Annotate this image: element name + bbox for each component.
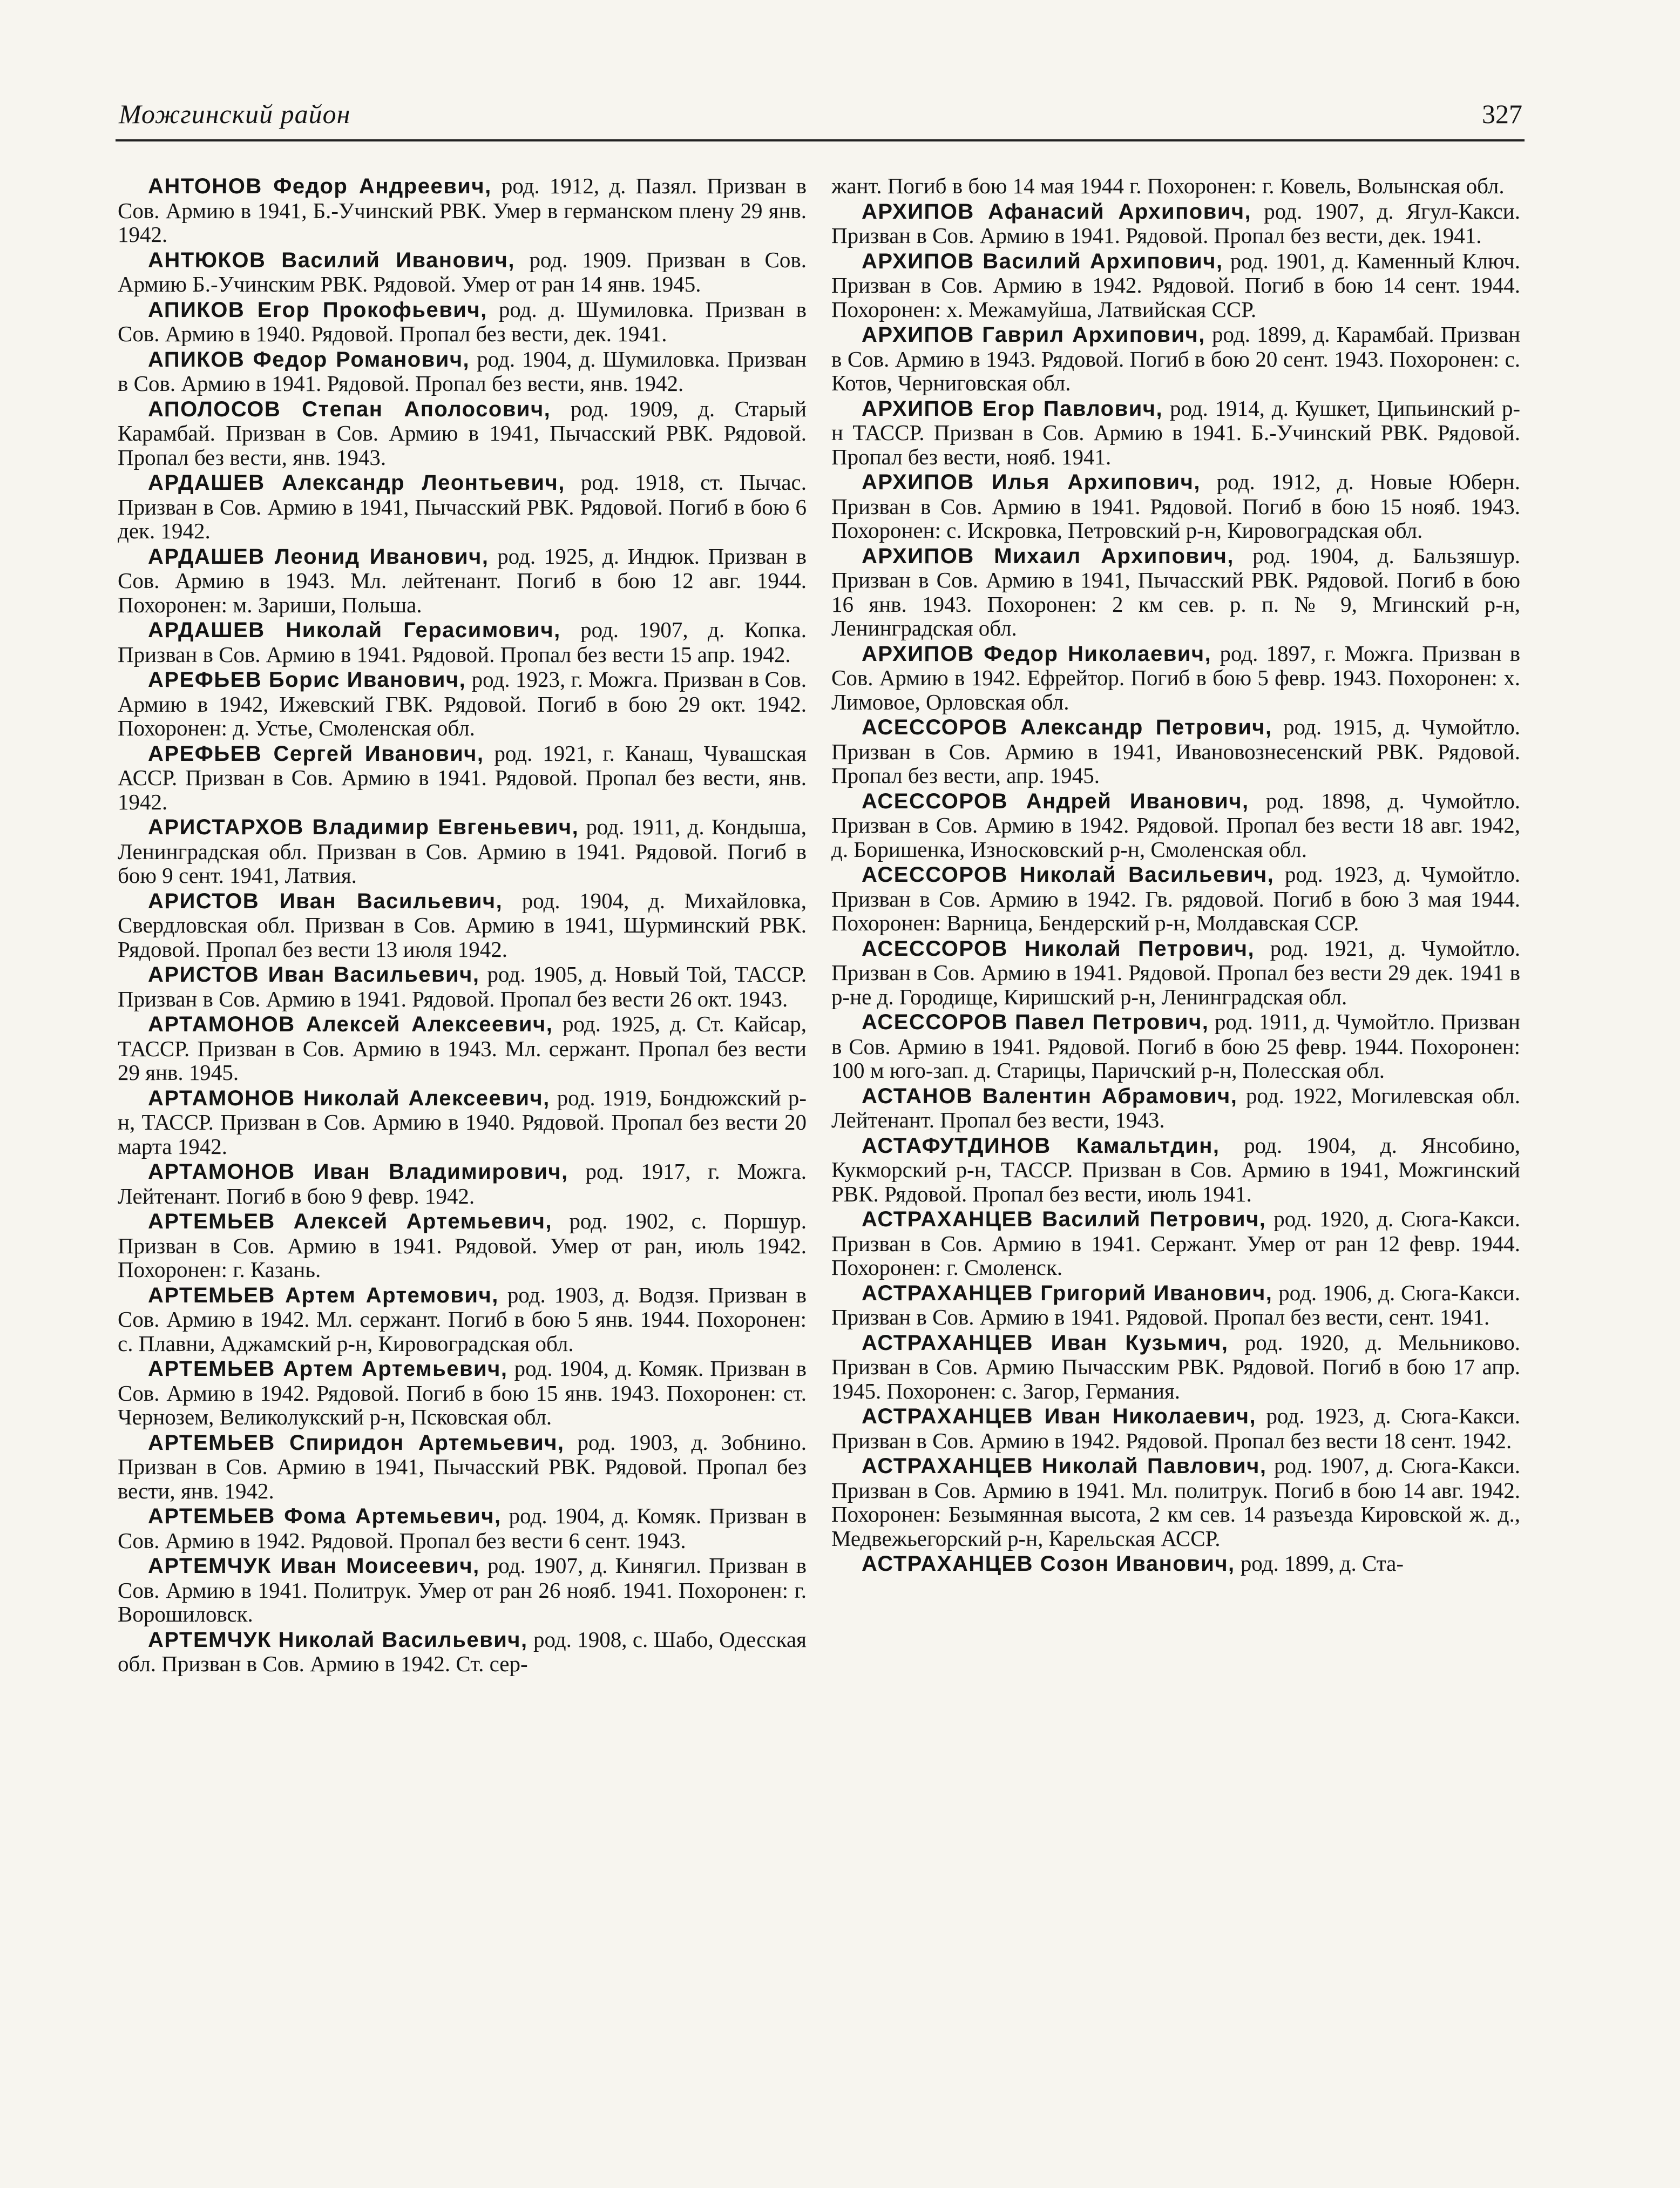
- entry-text: род. 1925, д. Ст. Кайсар, ТАССР. Призван в Сов. Армию в 1943. Мл. сержант. Пропал без вести 29 янв. 1945.: [118, 1011, 807, 1085]
- entry-name: АСТРАХАНЦЕВ Иван Кузьмич,: [862, 1331, 1229, 1355]
- entry-text: род. 1911, д. Кондыша, Ленинградская обл. Призван в Сов. Армию в 1941. Рядовой. Погиб в бою 9 сент. 1941, Латвия.: [118, 814, 807, 888]
- entry-name: АРТЕМЧУК Иван Моисеевич,: [148, 1554, 480, 1578]
- entry: [118, 741, 807, 814]
- entry-name: АПИКОВ Федор Романович,: [148, 347, 470, 372]
- entry: [831, 544, 1520, 640]
- entry-text: род. 1906, д. Сюга-Какси. Призван в Сов. Армию в 1941. Рядовой. Пропал без вести, сент. 1941.: [831, 1280, 1520, 1329]
- entry: [831, 1404, 1520, 1453]
- entry: [118, 815, 807, 888]
- entry-name: АРТАМОНОВ Иван Владимирович,: [148, 1160, 568, 1184]
- entry-name: АСТАНОВ Валентин Абрамович,: [862, 1084, 1238, 1108]
- entry-name: АСЕССОРОВ Павел Петрович,: [862, 1010, 1209, 1034]
- entry: [831, 1133, 1520, 1206]
- entry: [831, 1084, 1520, 1132]
- entry-text: род. 1914, д. Кушкет, Ципьинский р-н ТАССР. Призван в Сов. Армию в 1941. Б.-Учинский РВК. Рядовой. Пропал без вести, нояб. 1941.: [831, 395, 1520, 469]
- entry-name: АПОЛОСОВ Степан Аполосович,: [148, 397, 551, 421]
- page-number: 327: [1482, 99, 1522, 129]
- entry: [831, 249, 1520, 322]
- entry: [118, 347, 807, 396]
- entry-text: род. 1903, д. Зобнино. Призван в Сов. Армию в 1941, Пычасский РВК. Рядовой. Пропал без вести, янв. 1942.: [118, 1429, 807, 1503]
- entry-name: АРХИПОВ Илья Архипович,: [862, 470, 1201, 494]
- entry-name: АСТРАХАНЦЕВ Григорий Иванович,: [862, 1281, 1273, 1305]
- entry-name: АСЕССОРОВ Андрей Иванович,: [862, 789, 1249, 813]
- entry: [118, 1628, 807, 1676]
- entry-text: род. 1915, д. Чумойтло. Призван в Сов. Армию в 1941, Ивановознесенский РВК. Рядовой. Пропал без вести, апр. 1945.: [831, 714, 1521, 788]
- entry: [831, 789, 1520, 862]
- entry-name: АПИКОВ Егор Прокофьевич,: [148, 298, 487, 322]
- entry-name: АРТАМОНОВ Алексей Алексеевич,: [148, 1012, 553, 1036]
- entry-name: АСТРАХАНЦЕВ Иван Николаевич,: [862, 1404, 1257, 1428]
- entry: [831, 1010, 1520, 1083]
- entry-name: АРТЕМЬЕВ Артем Артемович,: [148, 1283, 499, 1307]
- entry-text: род. 1904, д. Комяк. Призван в Сов. Армию в 1942. Рядовой. Погиб в бою 15 янв. 1943. Похоронен: ст. Чернозем, Великолукский р-н, Псковская обл.: [118, 1356, 807, 1429]
- entry-text: род. 1909. Призван в Сов. Армию Б.-Учинским РВК. Рядовой. Умер от ран 14 янв. 1945.: [118, 247, 807, 296]
- entry-text: род. 1919, Бондюжский р-н, ТАССР. Призван в Сов. Армию в 1940. Рядовой. Пропал без вести 20 марта 1942.: [118, 1085, 807, 1159]
- entry: [118, 1012, 807, 1085]
- entry-name: АСЕССОРОВ Николай Петрович,: [862, 936, 1255, 961]
- entry-name: АРХИПОВ Гаврил Архипович,: [862, 323, 1205, 347]
- entry-text: род. 1907, д. Копка. Призван в Сов. Армию в 1941. Рядовой. Пропал без вести 15 апр. 1942.: [118, 617, 807, 667]
- entry-text: род. 1904, д. Комяк. Призван в Сов. Армию в 1942. Рядовой. Пропал без вести 6 сент. 1943.: [118, 1503, 807, 1553]
- entry-name: АРХИПОВ Федор Николаевич,: [862, 641, 1212, 666]
- entry-name: АРТЕМЬЕВ Фома Артемьевич,: [148, 1504, 502, 1528]
- entry: [118, 544, 807, 617]
- entry: [118, 1504, 807, 1552]
- entry: [118, 174, 807, 247]
- entry: [831, 715, 1520, 788]
- entry-text: род. 1921, д. Чумойтло. Призван в Сов. Армию в 1941. Рядовой. Пропал без вести 29 дек. 1941 в р-не д. Городище, Киришский р-н, Ленинградская обл.: [831, 935, 1521, 1009]
- region-title: Можгинский район: [119, 99, 351, 129]
- entry: [118, 889, 807, 962]
- entry-text: род. 1907, д. Кинягил. Призван в Сов. Армию в 1941. Политрук. Умер от ран 26 нояб. 1941. Похоронен: г. Ворошиловск.: [118, 1553, 807, 1626]
- entry: [118, 1430, 807, 1503]
- entry-name: АРТЕМЬЕВ Спиридон Артемьевич,: [148, 1430, 565, 1455]
- entry-name: АНТОНОВ Федор Андреевич,: [148, 174, 492, 198]
- entry-name: АСТРАХАНЦЕВ Николай Павлович,: [862, 1454, 1267, 1478]
- entry: [118, 962, 807, 1011]
- entry: [831, 1551, 1520, 1576]
- left-column: [118, 174, 807, 1677]
- entry: [831, 862, 1520, 935]
- entry-name: АРХИПОВ Егор Павлович,: [862, 396, 1163, 421]
- entry-text: род. 1921, г. Канаш, Чувашская АССР. Призван в Сов. Армию в 1941. Рядовой. Пропал без вести, янв. 1942.: [118, 740, 807, 814]
- entry-text: род. 1923, д. Чумойтло. Призван в Сов. Армию в 1942. Гв. рядовой. Погиб в бою 3 мая 1944. Похоронен: Варница, Бендерский р-н, Молдавская ССР.: [831, 862, 1521, 935]
- entry-name: АРЕФЬЕВ Борис Иванович,: [148, 668, 466, 692]
- entry-name: АРХИПОВ Михаил Архипович,: [862, 544, 1234, 568]
- entry-name: АРДАШЕВ Леонид Иванович,: [148, 544, 489, 569]
- entry-name: АРИСТОВ Иван Васильевич,: [148, 963, 480, 987]
- entry: [831, 1207, 1520, 1280]
- entry: [118, 1356, 807, 1429]
- entry: [118, 1283, 807, 1356]
- entry: [118, 1086, 807, 1159]
- entry-text: род. 1920, д. Мельниково. Призван в Сов. Армию Пычасским РВК. Рядовой. Погиб в бою 17 апр. 1945. Похоронен: с. Загор, Германия.: [831, 1329, 1520, 1403]
- entry: [831, 1281, 1520, 1329]
- entry-text: род. 1922, Могилевская обл. Лейтенант. Пропал без вести, 1943.: [831, 1083, 1521, 1132]
- entry-name: АРТАМОНОВ Николай Алексеевич,: [148, 1086, 550, 1110]
- entry-text: род. 1904, д. Шумиловка. Призван в Сов. Армию в 1941. Рядовой. Пропал без вести, янв. 1942.: [118, 346, 807, 396]
- entry-name: АСТАФУТДИНОВ Камальтдин,: [862, 1133, 1220, 1158]
- entry-text: род. 1912, д. Пазял. Призван в Сов. Армию в 1941, Б.-Учинский РВК. Умер в германском плену 29 янв. 1942.: [118, 173, 807, 247]
- entry-text: род. 1912, д. Новые Юберн. Призван в Сов. Армию в 1941. Рядовой. Погиб в бою 15 нояб. 1943. Похоронен: с. Искровка, Петровский р-н, Кировоградская обл.: [831, 469, 1520, 543]
- entry: [831, 470, 1520, 543]
- entry-text: род. 1901, д. Каменный Ключ. Призван в Сов. Армию в 1942. Рядовой. Погиб в бою 14 сент. 1944. Похоронен: х. Межамуйша, Латвийская ССР.: [831, 248, 1520, 322]
- entry-text: род. 1923, г. Можга. Призван в Сов. Армию в 1942, Ижевский ГВК. Рядовой. Погиб в бою 29 окт. 1942. Похоронен: д. Устье, Смоленская обл.: [118, 667, 807, 740]
- entry-text: род. 1909, д. Старый Карамбай. Призван в Сов. Армию в 1941, Пычасский РВК. Рядовой. Пропал без вести, янв. 1943.: [118, 396, 807, 470]
- entry-text: род. 1917, г. Можга. Лейтенант. Погиб в бою 9 февр. 1942.: [118, 1159, 807, 1208]
- entry: [831, 1454, 1520, 1550]
- entry: [831, 936, 1520, 1009]
- entry-name: АРХИПОВ Василий Архипович,: [862, 249, 1223, 273]
- entry-text: род. 1899, д. Ста-: [1235, 1551, 1404, 1576]
- right-column: [831, 174, 1520, 1577]
- entry: [831, 322, 1520, 395]
- entry-name: АРИСТОВ Иван Васильевич,: [148, 889, 503, 913]
- entry-name: АРХИПОВ Афанасий Архипович,: [862, 199, 1252, 224]
- entry-text: род. 1907, д. Ягул-Какси. Призван в Сов. Армию в 1941. Рядовой. Пропал без вести, дек. 1941.: [831, 198, 1520, 248]
- entry: [831, 396, 1520, 469]
- entry-name: АСТРАХАНЦЕВ Василий Петрович,: [862, 1207, 1266, 1231]
- entry-name: АСЕССОРОВ Николай Васильевич,: [862, 863, 1275, 887]
- entry: [118, 397, 807, 470]
- entry-text: род. 1905, д. Новый Той, ТАССР. Призван в Сов. Армию в 1941. Рядовой. Пропал без вести 26 окт. 1943.: [118, 962, 807, 1011]
- entry-name: АРТЕМЬЕВ Алексей Артемьевич,: [148, 1210, 553, 1233]
- entry-text: род. 1925, д. Индюк. Призван в Сов. Армию в 1943. Мл. лейтенант. Погиб в бою 12 авг. 1944. Похоронен: м. Зариши, Польша.: [118, 543, 807, 617]
- entry-text: род. 1923, д. Сюга-Какси. Призван в Сов. Армию в 1942. Рядовой. Пропал без вести 18 сент. 1942.: [831, 1403, 1520, 1453]
- entry-text: род. 1904, д. Янсобино, Кукморский р-н, ТАССР. Призван в Сов. Армию в 1941, Можгинский РВК. Рядовой. Пропал без вести, июль 1941.: [831, 1132, 1520, 1206]
- entry: [118, 1554, 807, 1626]
- entry: [831, 641, 1520, 714]
- entry: [118, 618, 807, 666]
- entry: [118, 667, 807, 740]
- entry-name: АРИСТАРХОВ Владимир Евгеньевич,: [148, 815, 579, 839]
- entry-text: род. 1897, г. Можга. Призван в Сов. Армию в 1942. Ефрейтор. Погиб в бою 5 февр. 1943. Похоронен: х. Лимовое, Орловская обл.: [831, 640, 1520, 714]
- entry-text: род. д. Шумиловка. Призван в Сов. Армию в 1940. Рядовой. Пропал без вести, дек. 1941.: [118, 296, 807, 346]
- entry-continuation: жант. Погиб в бою 14 мая 1944 г. Похоронен: г. Ковель, Волынская обл.: [831, 173, 1505, 198]
- entry-text: род. 1911, д. Чумойтло. Призван в Сов. Армию в 1941. Рядовой. Погиб в бою 25 февр. 1944. Похоронен: 100 м юго-зап. д. Старицы, Паричский р-н, Полесская обл.: [831, 1009, 1520, 1083]
- entry: [118, 470, 807, 543]
- entry-name: АРТЕМЬЕВ Артем Артемьевич,: [148, 1357, 508, 1381]
- page-header: [119, 98, 1522, 136]
- entry-text: род. 1920, д. Сюга-Какси. Призван в Сов. Армию в 1941. Сержант. Умер от ран 12 февр. 1944. Похоронен: г. Смоленск.: [831, 1206, 1521, 1280]
- entry-name: АСЕССОРОВ Александр Петрович,: [862, 715, 1272, 739]
- entry-text: род. 1902, с. Поршур. Призван в Сов. Армию в 1941. Рядовой. Умер от ран, июль 1942. Похоронен: г. Казань.: [118, 1208, 807, 1282]
- entry-text: род. 1907, д. Сюга-Какси. Призван в Сов. Армию в 1941. Мл. политрук. Погиб в бою 14 авг. 1942. Похоронен: Безымянная высота, 2 км сев. 14 разъезда Кировской ж. д., Медвежьегорский р-н, Карельская АССР.: [831, 1453, 1520, 1551]
- entry-name: АРДАШЕВ Николай Герасимович,: [148, 618, 561, 642]
- entry: [118, 298, 807, 346]
- entry: [118, 248, 807, 296]
- entry-name: АРТЕМЧУК Николай Васильевич,: [148, 1628, 528, 1652]
- entry: [118, 1209, 807, 1282]
- header-rule: [116, 139, 1525, 141]
- entry-text: род. 1908, с. Шабо, Одесская обл. Призван в Сов. Армию в 1942. Ст. сер-: [118, 1626, 807, 1676]
- entry-name: АСТРАХАНЦЕВ Созон Иванович,: [862, 1552, 1235, 1576]
- entry-name: АРЕФЬЕВ Сергей Иванович,: [148, 741, 484, 766]
- entry: [831, 1331, 1520, 1403]
- entry-text: род. 1903, д. Водзя. Призван в Сов. Армию в 1942. Мл. сержант. Погиб в бою 5 янв. 1944. Похоронен: с. Плавни, Аджамский р-н, Кировоградская обл.: [118, 1282, 807, 1356]
- entry: [118, 1159, 807, 1208]
- entry-text: род. 1899, д. Карамбай. Призван в Сов. Армию в 1943. Рядовой. Погиб в бою 20 сент. 1943. Похоронен: с. Котов, Черниговская обл.: [831, 322, 1521, 395]
- entry-text: род. 1904, д. Бальзяшур. Призван в Сов. Армию в 1941, Пычасский РВК. Рядовой. Погиб в бою 16 янв. 1943. Похоронен: 2 км сев. р. п. № 9, Мгинский р-н, Ленинградская обл.: [831, 543, 1520, 640]
- entry-name: АНТЮКОВ Василий Иванович,: [148, 248, 515, 272]
- entry: [831, 199, 1520, 248]
- entry-text: род. 1918, ст. Пычас. Призван в Сов. Армию в 1941, Пычасский РВК. Рядовой. Погиб в бою 6 дек. 1942.: [118, 470, 807, 543]
- entry-name: АРДАШЕВ Александр Леонтьевич,: [148, 471, 565, 495]
- entry-text: род. 1898, д. Чумойтло. Призван в Сов. Армию в 1942. Рядовой. Пропал без вести 18 авг. 1942, д. Боришенка, Износковский р-н, Смоленская обл.: [831, 788, 1520, 862]
- entry-text: род. 1904, д. Михайловка, Свердловская обл. Призван в Сов. Армию в 1941, Шурминский РВК. Рядовой. Пропал без вести 13 июля 1942.: [118, 888, 807, 962]
